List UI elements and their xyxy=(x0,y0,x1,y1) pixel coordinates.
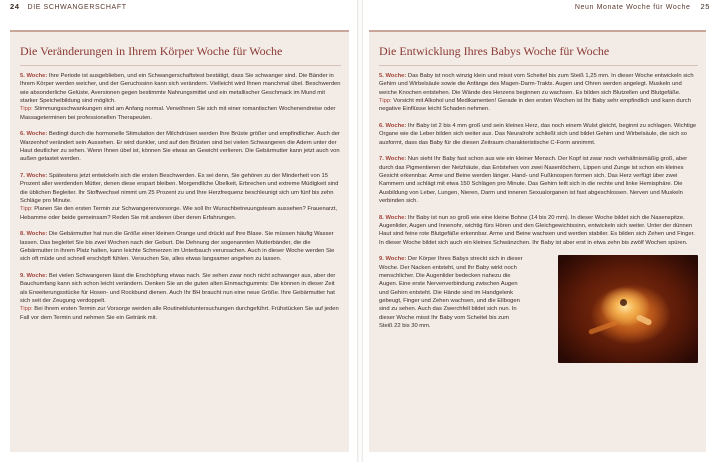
tip-text: Stimmungsschwankungen sind am Anfang normal. Verwöhnen Sie sich mit einer romantischen Wochenendreise oder Massageterminen bei professionellen Therapeuten. xyxy=(20,106,336,121)
week-text: Bedingt durch die hormonelle Stimulation der Milchdrüsen werden Ihre Brüste größer und empfindlicher. Auch der Warzenhof verändert sein Aussehen. Er wird dunkler, und auf den Brüsten sind bei vielen Schwangeren die Adern unter der Haut deutlicher zu sehen. Wenn Ihnen übel ist, können Sie etwas an Gewicht verlieren. Die Gebärmutter kann jetzt auch von außen getastet werden. xyxy=(20,131,340,163)
week-text: Das Baby ist noch winzig klein und misst vom Scheitel bis zum Steiß 1,25 mm. In dieser Woche entwickeln sich Gehirn und Wirbelsäule sowie die Anfänge des Magen-Darm-Trakts. Augen und Ohren werden angelegt. Muskeln und weiche Knochen entstehen. Die Wände des Herzens beginnen zu wachsen. Es bilden sich Blutzellen und Blutgefäße. xyxy=(379,73,694,96)
right-content xyxy=(379,72,698,339)
right-week-8 xyxy=(379,214,698,247)
left-running-header xyxy=(10,0,127,14)
embryo-eye-shape xyxy=(620,299,627,306)
left-week-6 xyxy=(20,130,341,163)
left-page-number: 24 xyxy=(10,2,20,11)
left-content xyxy=(20,72,341,330)
right-week-7 xyxy=(379,155,698,205)
week-text: Ihr Baby ist nun so groß wie eine kleine Bohne (14 bis 20 mm). In dieser Woche bildet sich die Nasenspitze. Augenlider, Augen und Innenohr, wichtig fürs Hören und den Gleichgewichtssinn, entwickeln sich weiter. Unter der dünnen Haut sind feine rote Blutgefäße erkennbar. Arme und Beine wachsen und werden stabiler. Es bilden sich Zehen und Finger. In dieser Woche bildet sich auch ein kleines Schwänzchen. Ihr Baby ist aber erst in etwa zehn bis zwölf Wochen spüren. xyxy=(379,214,695,246)
left-content-box xyxy=(10,30,349,452)
week-label: 7. Woche: xyxy=(20,173,48,180)
week-text: Bei vielen Schwangeren lässt die Erschöpfung etwas nach. Sie sehen zwar noch nicht schwanger aus, aber der Bauchumfang kann sich schon leicht verändern. Denken Sie an die guten alten Einmachgummis: Die können in dieser Zeit als Erweiterungsstücke für Hosen- und Rockbund dienen. Auch Ihr BH braucht nun eine neue Größe. Ihre Gebärmutter hat sich seit der Zeugung verdoppelt. xyxy=(20,273,336,305)
week-text: Nun sieht Ihr Baby fast schon aus wie ein kleiner Mensch. Der Kopf ist zwar noch verhältnismäßig groß, aber durch das Pigmentieren der Netzhäute, das Entstehen von zwei Nasenlöchern, Lippen und Zunge ist schon ein kleines Gesicht erkennbar. Arme und Beine werden länger. Hand- und Fußknospen formen sich. Das Herz verfügt über zwei Kammern und schlägt mit etwa 150 Schlägen pro Minute. Das Gehirn teilt sich in die rechte und linke Hemisphäre. Die Ausbildung von Leber, Lungen, Nieren, Darm und inneren Sexualorganen ist fast abgeschlossen. Nerven und Muskeln verbinden sich. xyxy=(379,156,688,205)
tip-label: Tipp: xyxy=(379,98,392,105)
left-week-9 xyxy=(20,272,341,322)
right-page-number: 25 xyxy=(700,2,710,11)
week-text: Spätestens jetzt entwickeln sich die ersten Beschwerden. Es sei denn, Sie gehören zu der Minderheit von 15 Prozent aller werdenden Mütter, denen diese erspart bleiben. Morgendliche Übelkeit, Erbrechen und extreme Müdigkeit sind die üblichen Begleiter. Ihr Stoffwechsel nimmt um 25 Prozent zu und Ihre Herzfrequenz beschleunigt sich um fünf bis zehn Schläge pro Minute. xyxy=(20,173,339,205)
left-heading: Die Veränderungen in Ihrem Körper Woche für Woche xyxy=(20,44,341,66)
right-page xyxy=(363,0,720,462)
week-label: 5. Woche: xyxy=(379,73,407,79)
week-label: 8. Woche: xyxy=(379,214,407,221)
week-text: Ihr Baby ist 2 bis 4 mm groß und sein kleines Herz, das noch einem Wulst gleicht, beginnt zu schlagen. Wichtige Organe wie die Leber bilden sich weiter aus. Das Neuralrohr schließt sich und bildet Gehirn und Wirbelsäule, die sich so ausformt, dass das Baby für die diesen Zeitraum charakteristische C-Form annimmt. xyxy=(379,123,697,146)
week-label: 7. Woche: xyxy=(379,156,407,163)
week-label: 8. Woche: xyxy=(20,231,48,238)
week-label: 9. Woche: xyxy=(20,273,48,280)
week-label: 6. Woche: xyxy=(20,131,48,138)
right-heading: Die Entwicklung Ihres Babys Woche für Woche xyxy=(379,44,698,66)
left-week-7 xyxy=(20,172,341,222)
week-text: Die Gebärmutter hat nun die Größe einer kleinen Orange und drückt auf Ihre Blase. Sie müssen häufig Wasser lassen. Das begleitet Sie bis zwei Wochen nach der Geburt. Die Dehnung der sogenannten Mutterbänder, die die Gebärmutter in ihrem Platz halten, kann leichte Schmerzen im Unterbauch verursachen. Auch in dieser Woche werden Sie sich oft müde und schnell erschöpft fühlen. Versuchen Sie, alles etwas langsamer angehen zu lassen. xyxy=(20,231,335,263)
tip-label: Tipp: xyxy=(20,206,33,213)
tip-label: Tipp: xyxy=(20,306,33,313)
right-content-box xyxy=(369,30,706,452)
embryo-limb-shape xyxy=(635,314,652,326)
week-label: 9. Woche: xyxy=(379,256,407,263)
week-text: Der Körper Ihres Babys streckt sich in dieser Woche. Der Nacken entsteht, und Ihr Baby wirkt noch menschlicher. Die Augenlider bedecken nahezu die Augen. Eine erste Nervenverbindung zwischen Augen und Gehirn entsteht. Die Hände sind im Handgelenk gebeugt, Finger und Zehen wachsen, und die Ellbogen sind zu sehen. Auch das Zwerchfell bildet sich nun. In dieser Woche misst Ihr Baby vom Scheitel bis zum Steiß 22 bis 30 mm. xyxy=(379,256,523,330)
right-running-head: Neun Monate Woche für Woche xyxy=(574,4,691,11)
right-week-6 xyxy=(379,122,698,147)
tip-label: Tipp: xyxy=(20,106,33,113)
embryo-photo xyxy=(558,255,698,363)
week-label: 6. Woche: xyxy=(379,123,407,130)
week-label: 5. Woche: xyxy=(20,73,48,79)
left-week-5 xyxy=(20,72,341,122)
right-week-9-wrap xyxy=(379,255,698,330)
right-week-5 xyxy=(379,72,698,114)
umbilical-shape xyxy=(588,320,618,335)
right-week-9 xyxy=(379,255,523,330)
left-page xyxy=(0,0,357,462)
left-running-head: DIE SCHWANGERSCHAFT xyxy=(27,4,127,11)
tip-text: Vorsicht mit Alkohol und Medikamenten! Gerade in den ersten Wochen ist Ihr Baby sehr empfindlich und kann durch negative Einflüsse leicht Schaden nehmen. xyxy=(379,98,691,113)
week-text: Ihre Periode ist ausgeblieben, und ein Schwangerschaftstest bestätigt, dass Sie schwanger sind. Die Bänder in Ihrem Körper werden weicher, und der Geruchssinn kann sich verändern. Vielleicht wird Ihnen manchmal übel. Beschwerden wie absonderliche Gelüste, Aversionen gegen bestimmte Nahrungsmittel und ein metallischer Geschmack im Mund mit starker Speichelbildung sind möglich. xyxy=(20,73,341,105)
tip-text: Bei Ihrem ersten Termin zur Vorsorge werden alle Routineblutuntersuchungen durchgeführt. Frühstücken Sie auf jeden Fall vor dem Termin und nehmen Sie ein Getränk mit. xyxy=(20,306,339,321)
right-running-header xyxy=(575,0,710,14)
tip-text: Planen Sie den ersten Termin zur Schwangerenvorsorge. Wie soll Ihr Wunschbetreuungsteam aussehen? Frauenarzt, Hebamme oder beide gemeinsam? Reden Sie mit anderen über deren Erfahrungen. xyxy=(20,206,337,221)
left-week-8 xyxy=(20,230,341,263)
